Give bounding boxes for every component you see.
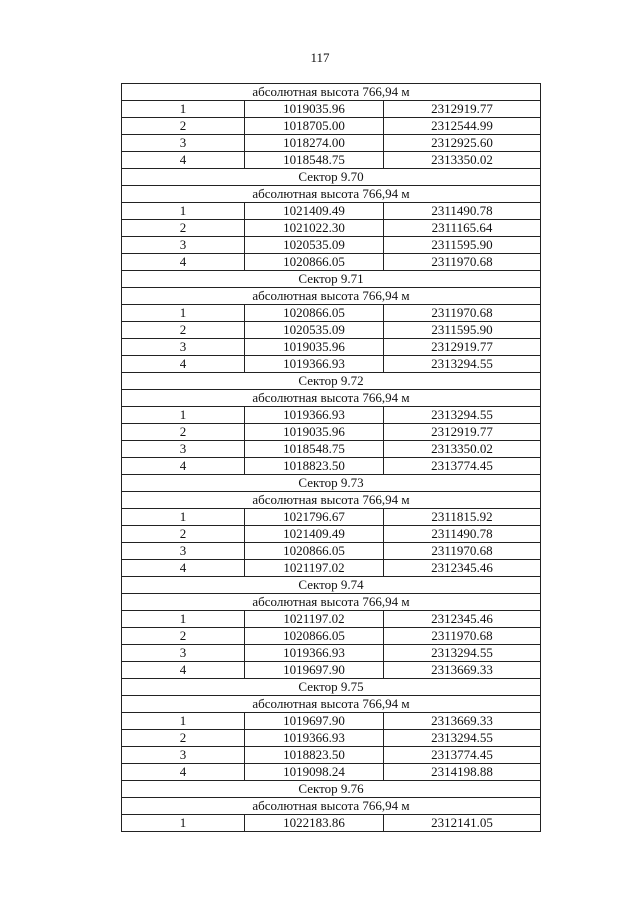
section-header-row xyxy=(122,781,541,798)
table-row xyxy=(122,356,541,373)
point-number: 3 xyxy=(122,645,245,662)
sector-title: Сектор 9.76 xyxy=(122,781,541,798)
x-coordinate: 1020535.09 xyxy=(245,237,384,254)
y-coordinate: 2311165.64 xyxy=(384,220,541,237)
point-number: 3 xyxy=(122,543,245,560)
table-row xyxy=(122,611,541,628)
point-number: 4 xyxy=(122,458,245,475)
sector-title: Сектор 9.70 xyxy=(122,169,541,186)
point-number: 4 xyxy=(122,356,245,373)
x-coordinate: 1018548.75 xyxy=(245,152,384,169)
section-header-row xyxy=(122,696,541,713)
y-coordinate: 2313774.45 xyxy=(384,458,541,475)
x-coordinate: 1021197.02 xyxy=(245,611,384,628)
section-header-row xyxy=(122,373,541,390)
section-header-row xyxy=(122,577,541,594)
y-coordinate: 2313294.55 xyxy=(384,645,541,662)
y-coordinate: 2312919.77 xyxy=(384,424,541,441)
x-coordinate: 1022183.86 xyxy=(245,815,384,832)
y-coordinate: 2313350.02 xyxy=(384,152,541,169)
section-header-row xyxy=(122,679,541,696)
sector-title: Сектор 9.75 xyxy=(122,679,541,696)
point-number: 1 xyxy=(122,305,245,322)
y-coordinate: 2312345.46 xyxy=(384,560,541,577)
height-label: абсолютная высота 766,94 м xyxy=(122,798,541,815)
x-coordinate: 1019697.90 xyxy=(245,713,384,730)
y-coordinate: 2313294.55 xyxy=(384,407,541,424)
x-coordinate: 1018705.00 xyxy=(245,118,384,135)
point-number: 2 xyxy=(122,730,245,747)
x-coordinate: 1021409.49 xyxy=(245,203,384,220)
table-row xyxy=(122,662,541,679)
point-number: 3 xyxy=(122,237,245,254)
height-label: абсолютная высота 766,94 м xyxy=(122,186,541,203)
x-coordinate: 1018274.00 xyxy=(245,135,384,152)
page-number: 117 xyxy=(310,50,330,65)
table-row xyxy=(122,628,541,645)
table-row xyxy=(122,815,541,832)
table-row xyxy=(122,237,541,254)
y-coordinate: 2311815.92 xyxy=(384,509,541,526)
x-coordinate: 1018823.50 xyxy=(245,747,384,764)
sector-title: Сектор 9.72 xyxy=(122,373,541,390)
x-coordinate: 1020866.05 xyxy=(245,305,384,322)
x-coordinate: 1021409.49 xyxy=(245,526,384,543)
point-number: 1 xyxy=(122,611,245,628)
x-coordinate: 1019366.93 xyxy=(245,356,384,373)
y-coordinate: 2313350.02 xyxy=(384,441,541,458)
table-row xyxy=(122,747,541,764)
sector-title: Сектор 9.74 xyxy=(122,577,541,594)
section-header-row xyxy=(122,594,541,611)
table-row xyxy=(122,509,541,526)
y-coordinate: 2313294.55 xyxy=(384,730,541,747)
x-coordinate: 1019098.24 xyxy=(245,764,384,781)
y-coordinate: 2313774.45 xyxy=(384,747,541,764)
point-number: 3 xyxy=(122,441,245,458)
y-coordinate: 2312919.77 xyxy=(384,339,541,356)
x-coordinate: 1018548.75 xyxy=(245,441,384,458)
point-number: 4 xyxy=(122,560,245,577)
table-row xyxy=(122,203,541,220)
y-coordinate: 2312919.77 xyxy=(384,101,541,118)
y-coordinate: 2312345.46 xyxy=(384,611,541,628)
y-coordinate: 2311595.90 xyxy=(384,322,541,339)
y-coordinate: 2312141.05 xyxy=(384,815,541,832)
section-header-row xyxy=(122,186,541,203)
coordinates-table xyxy=(121,83,541,832)
y-coordinate: 2311490.78 xyxy=(384,203,541,220)
y-coordinate: 2311490.78 xyxy=(384,526,541,543)
point-number: 1 xyxy=(122,407,245,424)
y-coordinate: 2313669.33 xyxy=(384,713,541,730)
point-number: 2 xyxy=(122,322,245,339)
table-row xyxy=(122,305,541,322)
y-coordinate: 2311595.90 xyxy=(384,237,541,254)
table-row xyxy=(122,764,541,781)
y-coordinate: 2311970.68 xyxy=(384,254,541,271)
point-number: 1 xyxy=(122,101,245,118)
x-coordinate: 1019366.93 xyxy=(245,407,384,424)
x-coordinate: 1019035.96 xyxy=(245,424,384,441)
section-header-row xyxy=(122,169,541,186)
table-row xyxy=(122,424,541,441)
table-row xyxy=(122,322,541,339)
x-coordinate: 1018823.50 xyxy=(245,458,384,475)
section-header-row xyxy=(122,390,541,407)
height-label: абсолютная высота 766,94 м xyxy=(122,84,541,101)
point-number: 4 xyxy=(122,764,245,781)
point-number: 4 xyxy=(122,152,245,169)
x-coordinate: 1021022.30 xyxy=(245,220,384,237)
point-number: 1 xyxy=(122,815,245,832)
x-coordinate: 1021197.02 xyxy=(245,560,384,577)
table-row xyxy=(122,441,541,458)
height-label: абсолютная высота 766,94 м xyxy=(122,492,541,509)
point-number: 1 xyxy=(122,509,245,526)
table-row xyxy=(122,101,541,118)
table-row xyxy=(122,339,541,356)
section-header-row xyxy=(122,475,541,492)
table-row xyxy=(122,407,541,424)
point-number: 2 xyxy=(122,526,245,543)
table-row xyxy=(122,543,541,560)
height-label: абсолютная высота 766,94 м xyxy=(122,594,541,611)
section-header-row xyxy=(122,798,541,815)
table-row xyxy=(122,254,541,271)
x-coordinate: 1020866.05 xyxy=(245,628,384,645)
y-coordinate: 2313669.33 xyxy=(384,662,541,679)
y-coordinate: 2312544.99 xyxy=(384,118,541,135)
point-number: 2 xyxy=(122,220,245,237)
point-number: 4 xyxy=(122,662,245,679)
height-label: абсолютная высота 766,94 м xyxy=(122,288,541,305)
point-number: 1 xyxy=(122,713,245,730)
x-coordinate: 1020866.05 xyxy=(245,543,384,560)
point-number: 3 xyxy=(122,339,245,356)
table-row xyxy=(122,526,541,543)
point-number: 2 xyxy=(122,424,245,441)
x-coordinate: 1019697.90 xyxy=(245,662,384,679)
table-row xyxy=(122,560,541,577)
y-coordinate: 2313294.55 xyxy=(384,356,541,373)
sector-title: Сектор 9.73 xyxy=(122,475,541,492)
table-row xyxy=(122,713,541,730)
point-number: 1 xyxy=(122,203,245,220)
section-header-row xyxy=(122,84,541,101)
x-coordinate: 1019035.96 xyxy=(245,101,384,118)
x-coordinate: 1019366.93 xyxy=(245,730,384,747)
table-row xyxy=(122,458,541,475)
x-coordinate: 1020866.05 xyxy=(245,254,384,271)
section-header-row xyxy=(122,288,541,305)
x-coordinate: 1019035.96 xyxy=(245,339,384,356)
table-row xyxy=(122,135,541,152)
table-row xyxy=(122,152,541,169)
y-coordinate: 2311970.68 xyxy=(384,305,541,322)
x-coordinate: 1020535.09 xyxy=(245,322,384,339)
section-header-row xyxy=(122,271,541,288)
table-row xyxy=(122,220,541,237)
point-number: 2 xyxy=(122,628,245,645)
y-coordinate: 2312925.60 xyxy=(384,135,541,152)
point-number: 3 xyxy=(122,747,245,764)
section-header-row xyxy=(122,492,541,509)
y-coordinate: 2311970.68 xyxy=(384,543,541,560)
y-coordinate: 2314198.88 xyxy=(384,764,541,781)
height-label: абсолютная высота 766,94 м xyxy=(122,390,541,407)
table-row xyxy=(122,730,541,747)
x-coordinate: 1019366.93 xyxy=(245,645,384,662)
table-row xyxy=(122,645,541,662)
y-coordinate: 2311970.68 xyxy=(384,628,541,645)
x-coordinate: 1021796.67 xyxy=(245,509,384,526)
point-number: 3 xyxy=(122,135,245,152)
point-number: 4 xyxy=(122,254,245,271)
table-row xyxy=(122,118,541,135)
point-number: 2 xyxy=(122,118,245,135)
height-label: абсолютная высота 766,94 м xyxy=(122,696,541,713)
sector-title: Сектор 9.71 xyxy=(122,271,541,288)
